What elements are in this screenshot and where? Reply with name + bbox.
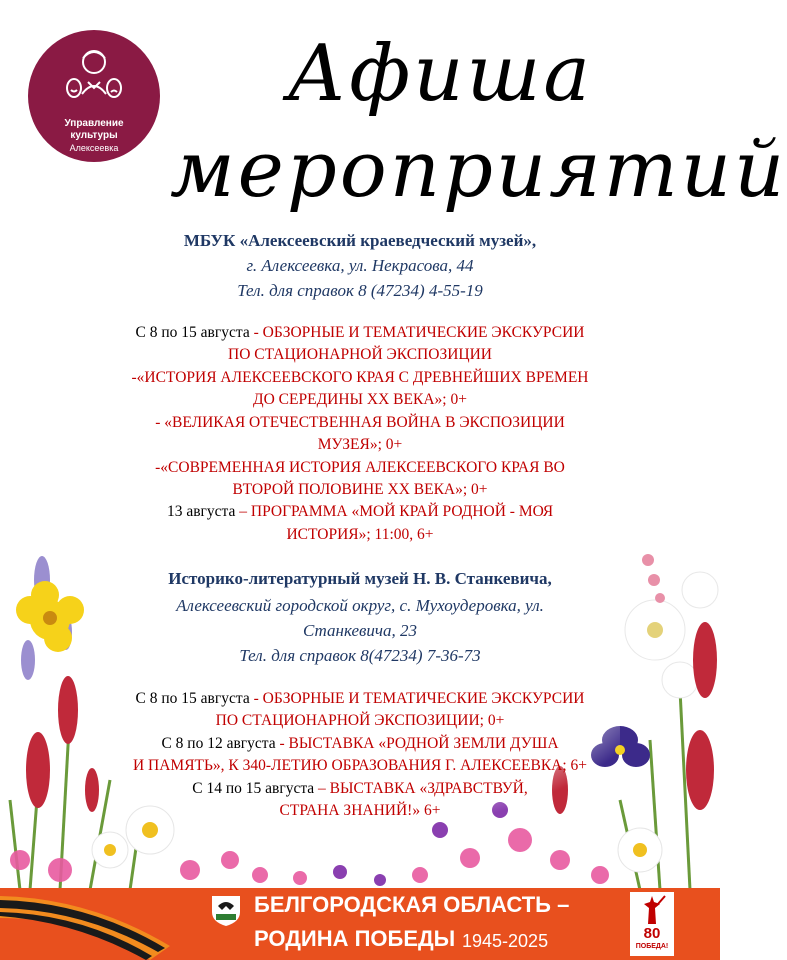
venue-2-name: Историко-литературный музей Н. В. Станкевича, bbox=[168, 569, 552, 588]
event-1-line-1 bbox=[40, 322, 680, 344]
st-george-ribbon-icon bbox=[0, 888, 200, 960]
event-1-line-6: МУЗЕЯ»; 0+ bbox=[317, 436, 403, 453]
venue-2-phone: Тел. для справок 8(47234) 7-36-73 bbox=[239, 646, 481, 665]
stamp-number: 80 bbox=[643, 925, 661, 942]
page-title-line-2: мероприятий bbox=[170, 125, 787, 215]
event-text: – ВЫСТАВКА «ЗДРАВСТВУЙ, bbox=[314, 780, 528, 797]
motherland-statue-icon bbox=[638, 894, 666, 926]
stamp-word: ПОБЕДА! bbox=[635, 943, 669, 950]
venue-1-address: г. Алексеевка, ул. Некрасова, 44 bbox=[246, 256, 474, 275]
event-text: - ОБЗОРНЫЕ И ТЕМАТИЧЕСКИЕ ЭКСКУРСИИ bbox=[249, 324, 585, 341]
event-1-line-7: -«СОВРЕМЕННАЯ ИСТОРИЯ АЛЕКСЕЕВСКОГО КРАЯ ВО bbox=[155, 459, 565, 476]
page-title-line-1: Афиша bbox=[287, 29, 593, 119]
belgorod-coat-of-arms-icon bbox=[208, 892, 244, 928]
event-1-line-8: ВТОРОЙ ПОЛОВИНЕ XX ВЕКА»; 0+ bbox=[232, 481, 488, 498]
event-text: - ВЫСТАВКА «РОДНОЙ ЗЕМЛИ ДУША bbox=[275, 735, 559, 752]
event-1-line-4: ДО СЕРЕДИНЫ XX ВЕКА»; 0+ bbox=[253, 391, 467, 408]
event-date: С 14 по 15 августа bbox=[192, 780, 315, 797]
theater-masks-icon bbox=[64, 42, 124, 112]
event-date: С 8 по 15 августа bbox=[135, 324, 250, 341]
event-1-line-10: ИСТОРИЯ»; 11:00, 6+ bbox=[286, 526, 434, 543]
event-1-line-2: ПО СТАЦИОНАРНОЙ ЭКСПОЗИЦИИ bbox=[228, 346, 492, 363]
event-date: С 8 по 12 августа bbox=[161, 735, 276, 752]
event-date: 13 августа bbox=[166, 503, 236, 520]
logo-line-2: культуры bbox=[70, 130, 118, 141]
event-2-line-1 bbox=[40, 688, 680, 710]
event-2-line-3 bbox=[40, 733, 680, 755]
banner-line-2: РОДИНА ПОБЕДЫ bbox=[254, 926, 456, 951]
event-2-line-6: СТРАНА ЗНАНИЙ!» 6+ bbox=[279, 802, 441, 819]
event-2-line-2: ПО СТАЦИОНАРНОЙ ЭКСПОЗИЦИИ; 0+ bbox=[215, 712, 505, 729]
victory-80-emblem bbox=[630, 892, 674, 956]
event-1-line-3: -«ИСТОРИЯ АЛЕКСЕЕВСКОГО КРАЯ С ДРЕВНЕЙШИХ ВРЕМЕН bbox=[131, 369, 589, 386]
event-2-line-4: И ПАМЯТЬ», К 340-ЛЕТИЮ ОБРАЗОВАНИЯ Г. АЛЕКСЕЕВКА; 6+ bbox=[132, 757, 588, 774]
event-2-line-5 bbox=[40, 778, 680, 800]
venue-1-name: МБУК «Алексеевский краеведческий музей», bbox=[183, 231, 537, 250]
event-date: С 8 по 15 августа bbox=[135, 690, 250, 707]
event-1-line-5: - «ВЕЛИКАЯ ОТЕЧЕСТВЕННАЯ ВОЙНА В ЭКСПОЗИЦИИ bbox=[155, 414, 565, 431]
event-1-line-9 bbox=[40, 501, 680, 523]
event-text: – ПРОГРАММА «МОЙ КРАЙ РОДНОЙ - МОЯ bbox=[235, 503, 554, 520]
venue-2-address-1: Алексеевский городской округ, с. Мухоудеровка, ул. bbox=[176, 596, 544, 615]
venue-2-address-2: Станкевича, 23 bbox=[302, 621, 418, 640]
banner-line-1: БЕЛГОРОДСКАЯ ОБЛАСТЬ – bbox=[254, 892, 570, 917]
logo-line-1: Управление bbox=[64, 118, 124, 129]
logo-line-3: Алексеевка bbox=[69, 143, 119, 153]
culture-department-logo bbox=[28, 30, 160, 162]
banner-years: 1945-2025 bbox=[462, 931, 549, 951]
event-text: - ОБЗОРНЫЕ И ТЕМАТИЧЕСКИЕ ЭКСКУРСИИ bbox=[249, 690, 585, 707]
venue-1-phone: Тел. для справок 8 (47234) 4-55-19 bbox=[237, 281, 483, 300]
